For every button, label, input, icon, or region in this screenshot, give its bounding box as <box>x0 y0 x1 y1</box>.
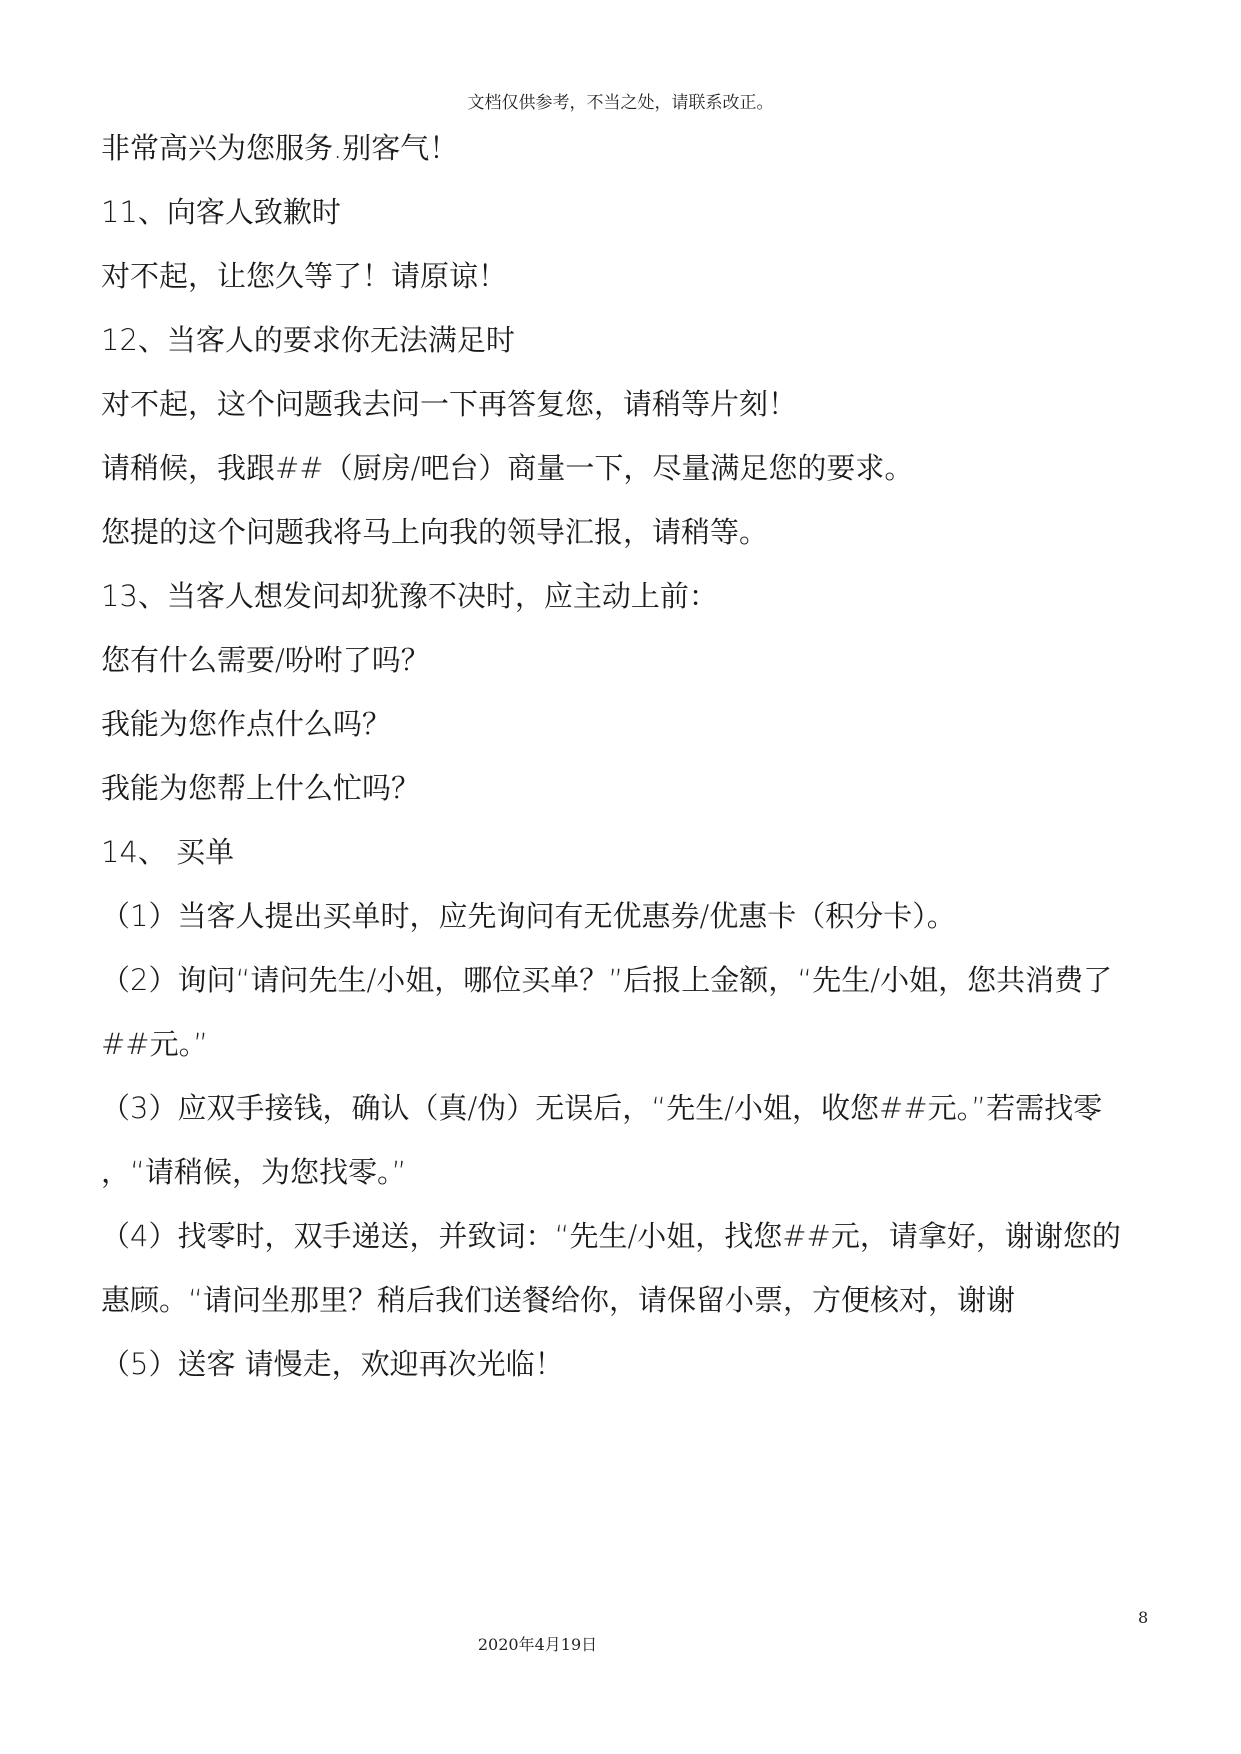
section-heading-13: 13、当客人想发问却犹豫不决时，应主动上前： <box>101 579 718 613</box>
page-number: 8 <box>1138 1608 1149 1627</box>
text-line: 我能为您作点什么吗？ <box>101 707 392 741</box>
text-line: （5）送客 请慢走，欢迎再次光临！ <box>101 1347 564 1381</box>
text-line: ##元。” <box>101 1027 209 1061</box>
section-heading-12: 12、当客人的要求你无法满足时 <box>101 323 515 357</box>
footer-date: 2020年4月19日 <box>477 1635 598 1654</box>
text-line: 惠顾。“请问坐那里？稍后我们送餐给你，请保留小票，方便核对，谢谢 <box>101 1283 1016 1317</box>
section-heading-11: 11、向客人致歉时 <box>101 195 341 229</box>
section-heading-14: 14、 买单 <box>101 835 235 869</box>
text-line: （4）找零时，双手递送，并致词：“先生/小姐，找您##元，请拿好，谢谢您的 <box>101 1219 1121 1253</box>
text-line: （1）当客人提出买单时，应先询问有无优惠券/优惠卡（积分卡）。 <box>101 899 956 933</box>
header-note: 文档仅供参考，不当之处，请联系改正。 <box>467 93 774 113</box>
text-line: （3）应双手接钱，确认（真/伪）无误后，“先生/小姐，收您##元。”若需找零 <box>101 1091 1103 1125</box>
text-line: 我能为您帮上什么忙吗？ <box>101 771 421 805</box>
text-line: 请稍候，我跟##（厨房/吧台）商量一下，尽量满足您的要求。 <box>101 451 914 485</box>
text-line: 非常高兴为您服务.别客气！ <box>101 131 459 165</box>
text-line: （2）询问“请问先生/小姐，哪位买单？”后报上金额，“先生/小姐，您共消费了 <box>101 963 1113 997</box>
text-line: ，“请稍候，为您找零。” <box>101 1155 407 1189</box>
text-line: 对不起，让您久等了！请原谅！ <box>101 259 508 293</box>
text-line: 对不起，这个问题我去问一下再答复您，请稍等片刻！ <box>101 387 798 421</box>
text-line: 您有什么需要/吩咐了吗？ <box>101 643 430 677</box>
text-line: 您提的这个问题我将马上向我的领导汇报，请稍等。 <box>101 515 769 549</box>
